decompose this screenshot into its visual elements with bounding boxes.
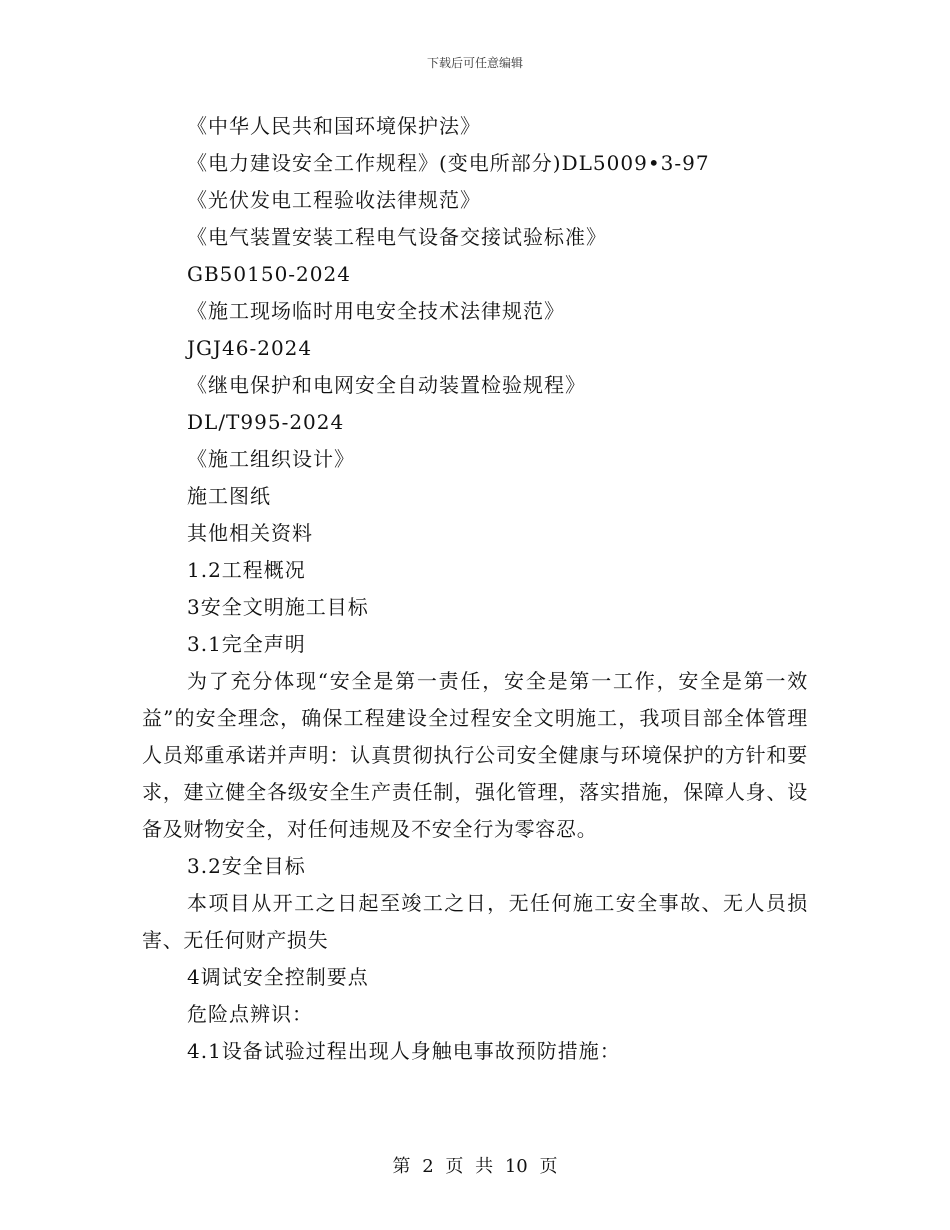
reference-line: DL/T995-2024 — [187, 410, 345, 434]
section-heading: 3.1完全声明 — [187, 632, 306, 656]
section-heading: 3安全文明施工目标 — [187, 595, 369, 619]
section-heading: 1.2工程概况 — [187, 558, 306, 582]
section-heading: 4.1设备试验过程出现人身触电事故预防措施： — [187, 1039, 621, 1063]
section-heading: 4调试安全控制要点 — [187, 965, 369, 989]
page-footer: 第 2 页 共 10 页 — [392, 1156, 558, 1177]
danger-label: 危险点辨识： — [187, 1002, 313, 1026]
reference-line: 《光伏发电工程验收法律规范》 — [187, 188, 481, 212]
section-heading: 3.2安全目标 — [187, 854, 306, 878]
reference-line: GB50150-2024 — [187, 262, 351, 286]
reference-line: 《电力建设安全工作规程》(变电所部分)DL5009•3-97 — [187, 151, 710, 175]
reference-line: 《施工组织设计》 — [187, 447, 355, 471]
goal-paragraph: 本项目从开工之日起至竣工之日，无任何施工安全事故、无人员损害、无任何财产损失 — [142, 891, 808, 952]
reference-line: 《中华人民共和国环境保护法》 — [187, 114, 481, 138]
document-body — [142, 108, 808, 1070]
page-header: 下载后可任意编辑 — [426, 56, 523, 70]
declaration-paragraph: 为了充分体现“安全是第一责任，安全是第一工作，安全是第一效益”的安全理念，确保工程建设全过程安全文明施工，我项目部全体管理人员郑重承诺并声明：认真贯彻执行公司安全健康与环境保护的方针和要求，建立健全各级安全生产责任制，强化管理，落实措施，保障人身、设备及财物安全，对任何违规及不安全行为零容忍。 — [142, 669, 808, 841]
reference-line: JGJ46-2024 — [187, 336, 313, 360]
reference-line: 施工图纸 — [187, 484, 271, 508]
reference-line: 《电气装置安装工程电气设备交接试验标准》 — [187, 225, 607, 249]
reference-line: 《施工现场临时用电安全技术法律规范》 — [187, 299, 565, 323]
reference-line: 《继电保护和电网安全自动装置检验规程》 — [187, 373, 586, 397]
reference-line: 其他相关资料 — [187, 521, 313, 545]
